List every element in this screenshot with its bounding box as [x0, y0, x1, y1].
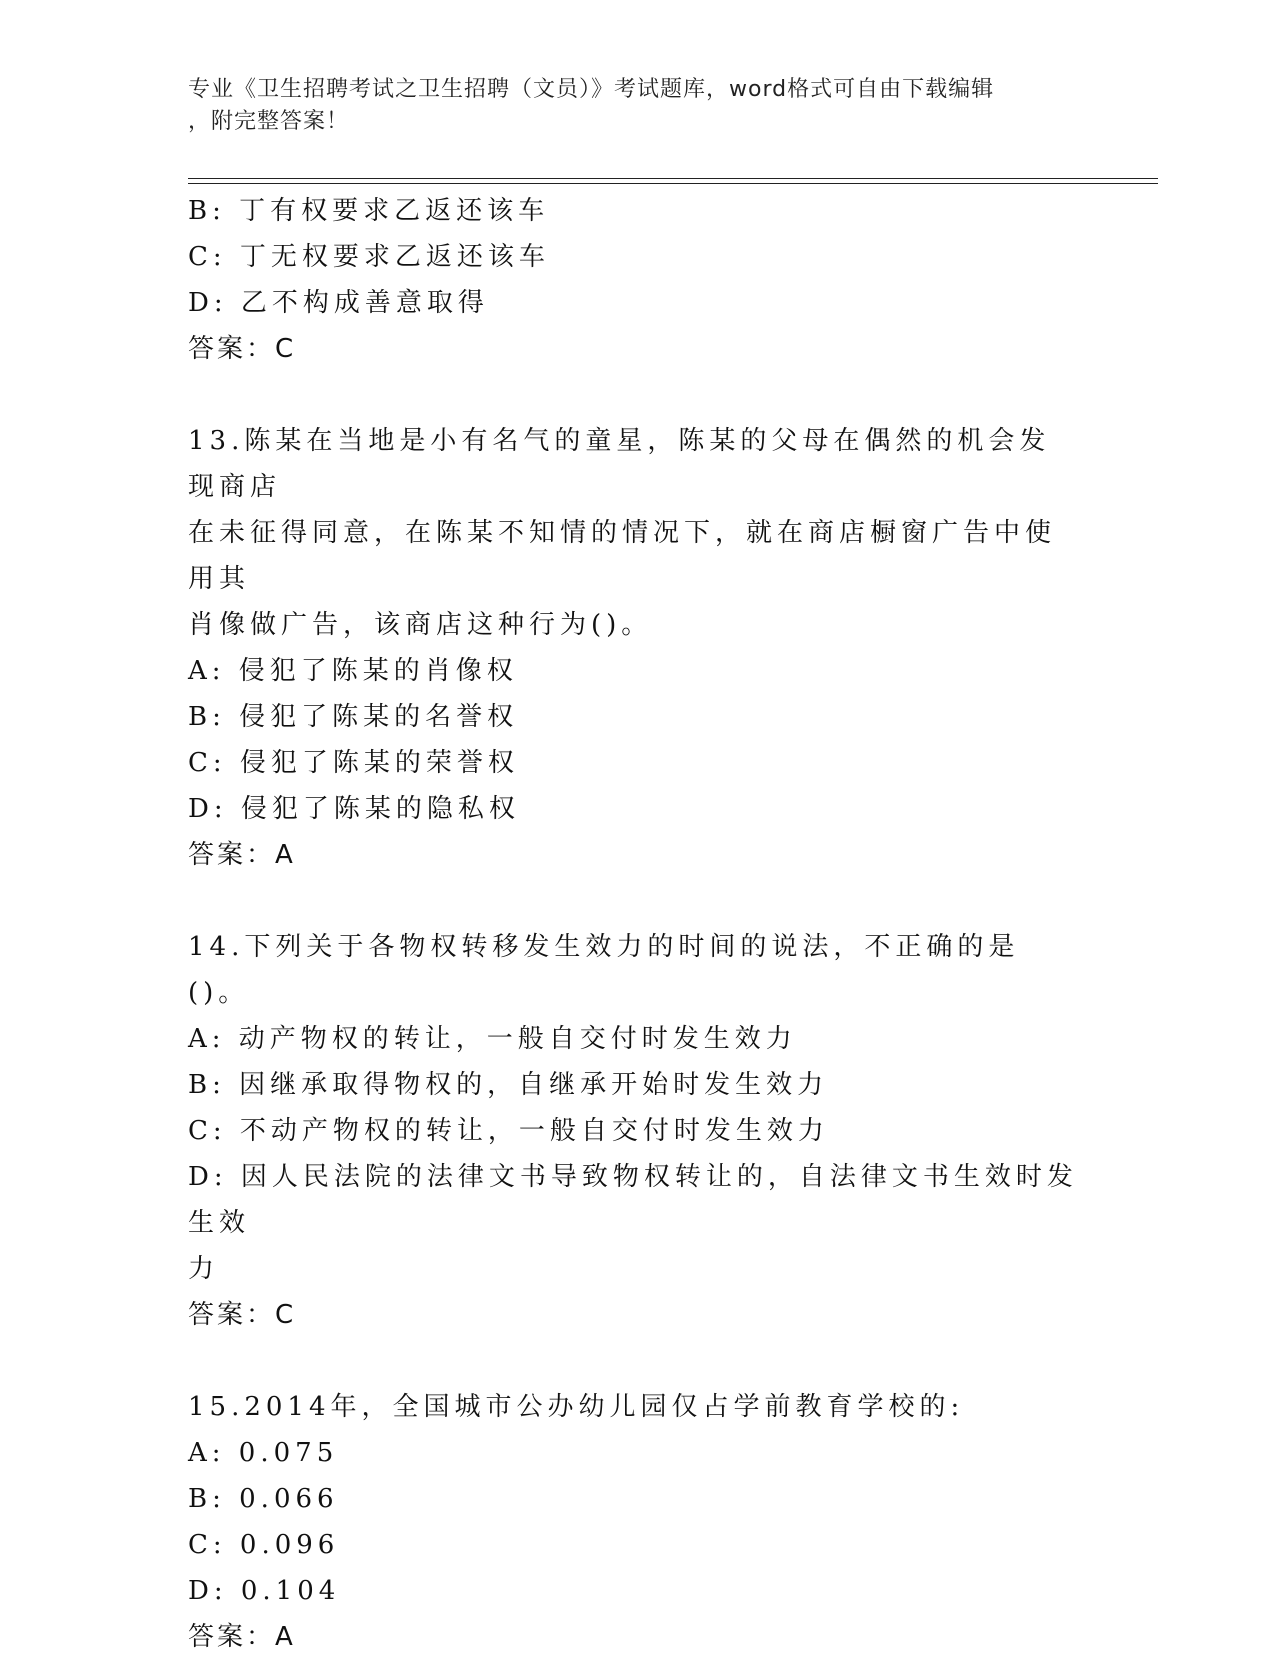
option-d-continuation: 力 [188, 1254, 220, 1284]
option-d: D: 侵犯了陈某的隐私权 [188, 794, 520, 824]
option-c: C: 0.096 [188, 1530, 340, 1560]
spacer [188, 372, 1078, 418]
header-title-line: 专业《卫生招聘考试之卫生招聘（文员）》考试题库，word格式可自由下载编辑 [188, 77, 995, 102]
option-c: C: 丁无权要求乙返还该车 [188, 242, 550, 272]
option-b: B: 丁有权要求乙返还该车 [188, 196, 550, 226]
question-stem-line: 13.陈某在当地是小有名气的童星，陈某的父母在偶然的机会发现商店 [188, 426, 1051, 502]
question-stem-line: 14.下列关于各物权转移发生效力的时间的说法，不正确的是()。 [188, 932, 1020, 1008]
answer-line: 答案：C [188, 1300, 297, 1330]
question-14 [188, 924, 1078, 1338]
question-stem-line: 肖像做广告，该商店这种行为()。 [188, 610, 653, 640]
prev-question-block [188, 188, 1078, 372]
question-list [188, 188, 1078, 1660]
question-15 [188, 1384, 1078, 1660]
option-a: A: 侵犯了陈某的肖像权 [188, 656, 518, 686]
option-b: B: 0.066 [188, 1484, 339, 1514]
question-stem-line: 15.2014年，全国城市公办幼儿园仅占学前教育学校的: [188, 1392, 965, 1422]
header-rule-bottom [188, 183, 1158, 184]
spacer [188, 1338, 1078, 1384]
question-13 [188, 418, 1078, 878]
option-a: A: 动产物权的转让，一般自交付时发生效力 [188, 1024, 797, 1054]
option-d: D: 因人民法院的法律文书导致物权转让的，自法律文书生效时发生效 [188, 1162, 1078, 1238]
answer-line: 答案：C [188, 334, 297, 364]
answer-line: 答案：A [188, 840, 296, 870]
document-header [188, 74, 1068, 138]
question-stem-line: 在未征得同意，在陈某不知情的情况下，就在商店橱窗广告中使用其 [188, 518, 1057, 594]
option-c: C: 不动产物权的转让，一般自交付时发生效力 [188, 1116, 829, 1146]
option-d: D: 0.104 [188, 1576, 341, 1606]
option-c: C: 侵犯了陈某的荣誉权 [188, 748, 519, 778]
option-a: A: 0.075 [188, 1438, 339, 1468]
header-title-continuation: ，附完整答案！ [188, 109, 350, 134]
option-b: B: 侵犯了陈某的名誉权 [188, 702, 519, 732]
answer-line: 答案：A [188, 1622, 296, 1652]
option-d: D: 乙不构成善意取得 [188, 288, 489, 318]
spacer [188, 878, 1078, 924]
header-rule-top [188, 178, 1158, 179]
option-b: B: 因继承取得物权的，自继承开始时发生效力 [188, 1070, 829, 1100]
